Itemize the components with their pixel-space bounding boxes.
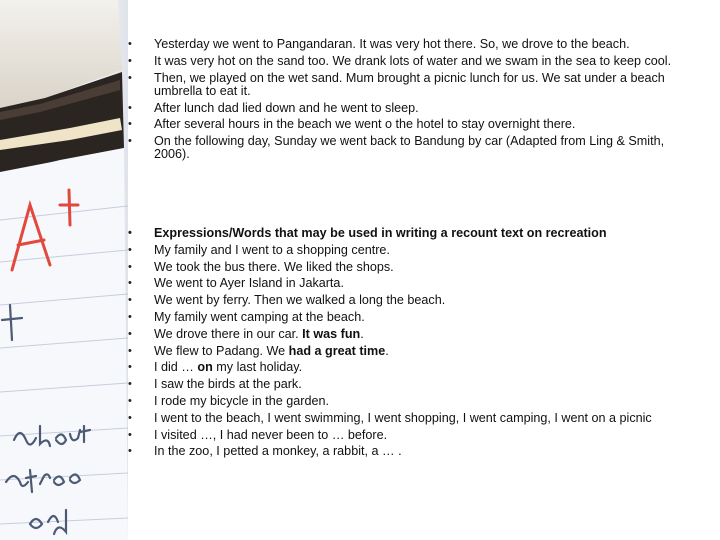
list-item: • After several hours in the beach we went o the hotel to stay overnight there. xyxy=(128,118,678,131)
item-tail: . xyxy=(385,343,389,358)
item-text: We drove there in our car. xyxy=(154,326,303,341)
list-item: • My family went camping at the beach. xyxy=(128,311,678,324)
list-item: • My family and I went to a shopping centre. xyxy=(128,244,678,257)
list-item: • I rode my bicycle in the garden. xyxy=(128,395,678,408)
list-item: • On the following day, Sunday we went back to Bandung by car (Adapted from Ling & Smith, 2006). xyxy=(128,135,678,161)
list-item xyxy=(128,328,678,341)
recount-example-list xyxy=(128,38,678,165)
list-item: • It was very hot on the sand too. We drank lots of water and we swam in the sea to keep cool. xyxy=(128,55,678,68)
list-item: • Yesterday we went to Pangandaran. It was very hot there. So, we drove to the beach. xyxy=(128,38,678,51)
list-item: • I went to the beach, I went swimming, I went shopping, I went camping, I went on a picnic xyxy=(128,412,678,425)
item-tail: my last holiday. xyxy=(212,360,303,375)
item-tail: . xyxy=(360,326,364,341)
bold-phrase: on xyxy=(197,360,213,375)
list-item xyxy=(128,345,678,358)
list-item: • In the zoo, I petted a monkey, a rabbit, a … . xyxy=(128,445,678,458)
list-item: • I saw the birds at the park. xyxy=(128,378,678,391)
list-item: • I visited …, I had never been to … before. xyxy=(128,429,678,442)
list-item: • We went by ferry. Then we walked a long the beach. xyxy=(128,294,678,307)
list-item xyxy=(128,361,678,374)
list-item: • We took the bus there. We liked the shops. xyxy=(128,261,678,274)
list-item: • We went to Ayer Island in Jakarta. xyxy=(128,277,678,290)
notebook-photo xyxy=(0,0,128,540)
bold-phrase: had a great time xyxy=(288,343,386,358)
list-item: • Then, we played on the wet sand. Mum brought a picnic lunch for us. We sat under a beach umbrella to eat it. xyxy=(128,72,678,98)
expressions-heading: • Expressions/Words that may be used in writing a recount text on recreation xyxy=(128,227,678,240)
expressions-list xyxy=(128,227,678,462)
item-text: We flew to Padang. We xyxy=(154,343,289,358)
list-item: • After lunch dad lied down and he went to sleep. xyxy=(128,102,678,115)
slide-content xyxy=(128,0,720,540)
bold-phrase: It was fun xyxy=(302,326,361,341)
item-text: I did … xyxy=(154,360,198,375)
